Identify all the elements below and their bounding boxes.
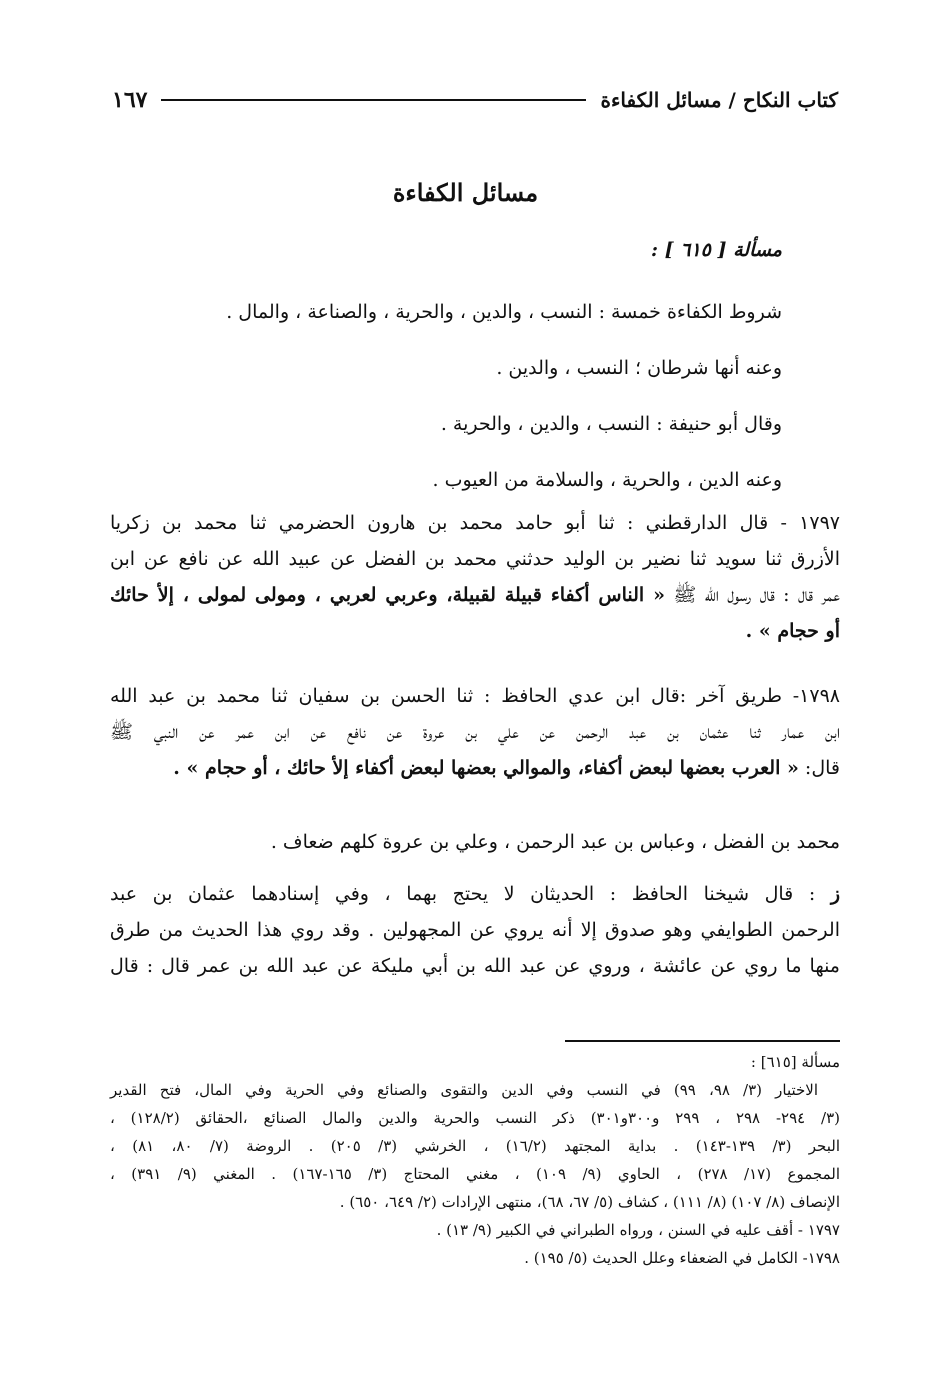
rulings-block (150, 284, 782, 508)
text-line: ١٧٩٨- طريق آخر :قال ابن عدي الحافظ : ثنا الحسن بن سفيان ثنا محمد بن عبد الله (110, 685, 840, 707)
text-line: منها ما روي عن عائشة ، وروي عن عبد الله بن أبي مليكة عن عبد الله بن عمر قال : قال (110, 955, 840, 977)
hadith-quote: « الناس أكفاء قبيلة لقبيلة، وعربي لعربي ، ومولى لمولى ، إلأ حائك (110, 584, 666, 606)
footnote-line: الإنصاف (٨/ ١٠٧) (٨/ ١١١) ، كشاف (٥/ ٦٧، ٦٨)، منتهى الإرادات (٢/ ٦٤٩، ٦٥٠) . (339, 1193, 840, 1211)
paragraph: وقال أبو حنيفة : النسب ، والدين ، والحرية . (440, 413, 782, 435)
issue-label-block (560, 232, 782, 268)
footnotes (110, 1048, 840, 1272)
footnote-line: المجموع (١٧/ ٢٧٨) ، الحاوي (٩/ ١٠٩) ، مغني المحتاج (٣/ ١٦٥-١٦٧) . المغني (٩/ ٣٩١) ، (110, 1165, 840, 1183)
footnote-line: (٣/ ٢٩٤- ٢٩٨ ، ٢٩٩ و٣٠٠و٣٠١) ذكر النسب والحرية والدين والمال الصنائع ،الحقائق (١٢٨/٢) ، (110, 1109, 841, 1127)
commentary (110, 876, 840, 984)
text-line: الرحمن الطوايفي وهو صدوق إلا أنه يروي عن المجهولين . وقد روي هذا الحديث من طرق (110, 919, 840, 941)
footnote-rule (565, 1040, 840, 1042)
footnote-label: مسألة [٦١٥] : (750, 1053, 840, 1071)
paragraph: محمد بن الفضل ، وعباس بن عبد الرحمن ، وعلي بن عروة كلهم ضعاف . (270, 831, 840, 853)
text-segment: عمر قال : قال رسول الله ﷺ (673, 584, 840, 606)
hadith-quote-end: أو حجام » . (745, 620, 840, 642)
text-line: الأزرق ثنا سويد ثنا نضير بن الوليد حدثني محمد بن الفضل عن عبيد الله عن نافع عن ابن (110, 548, 840, 570)
page-number: ١٦٧ (112, 87, 148, 113)
footnote-line: البحر (٣/ ١٣٩-١٤٣) . بداية المجتهد (١٦/٢) ، الخرشي (٣/ ٢٠٥) . الروضة (٧/ ٨٠، ٨١) ، (110, 1137, 840, 1155)
narrators-note (110, 824, 840, 860)
text-line (110, 577, 840, 613)
paragraph: وعنه أنها شرطان ؛ النسب ، والدين . (496, 357, 782, 379)
hadith-1797 (110, 505, 840, 649)
text-line (110, 750, 840, 786)
paragraph: شروط الكفاءة خمسة : النسب ، والدين ، والحرية ، والصناعة ، والمال . (226, 301, 782, 323)
paragraph: وعنه الدين ، والحرية ، والسلامة من العيوب . (432, 469, 782, 491)
text-segment: قال: (804, 757, 840, 779)
text-line: ١٧٩٧ - قال الدارقطني : ثنا أبو حامد محمد بن هارون الحضرمي ثنا محمد بن زكريا (110, 512, 840, 534)
footnote-1798: ١٧٩٨- الكامل في الضعفاء وعلل الحديث (٥/ ١٩٥) . (524, 1249, 840, 1267)
header-rule (161, 99, 586, 101)
hadith-quote: « العرب بعضها لبعض أكفاء، والموالي بعضها لبعض أكفاء إلأ حائك ، أو حجام » . (173, 757, 799, 779)
footnote-1797: ١٧٩٧ - أقف عليه في السنن ، ورواه الطبراني في الكبير (٩/ ١٣) . (436, 1221, 840, 1239)
text-segment: : قال شيخنا الحافظ : الحديثان لا يحتج بهما ، وفي إسنادهما عثمان بن عبد (110, 883, 831, 905)
footnote-line: الاختيار (٣/ ٩٨، ٩٩) في النسب وفي الدين والتقوى والصنائع وفي الحرية وفي المال، فتح القدير (110, 1081, 818, 1099)
running-title: كتاب النكاح / مسائل الكفاءة (600, 88, 838, 112)
text-line (110, 876, 840, 912)
section-title: مسائل الكفاءة (392, 178, 539, 207)
hadith-1798 (110, 678, 840, 786)
page-header (112, 80, 838, 120)
text-line: ابن عمار ثنا عثمان بن عبد الرحمن عن علي بن عروة عن نافع عن ابن عمر عن النبي ﷺ (110, 721, 840, 743)
issue-label: مسألة [ ٦١٥ ] : (651, 239, 782, 261)
commentary-marker: ز (830, 883, 840, 905)
